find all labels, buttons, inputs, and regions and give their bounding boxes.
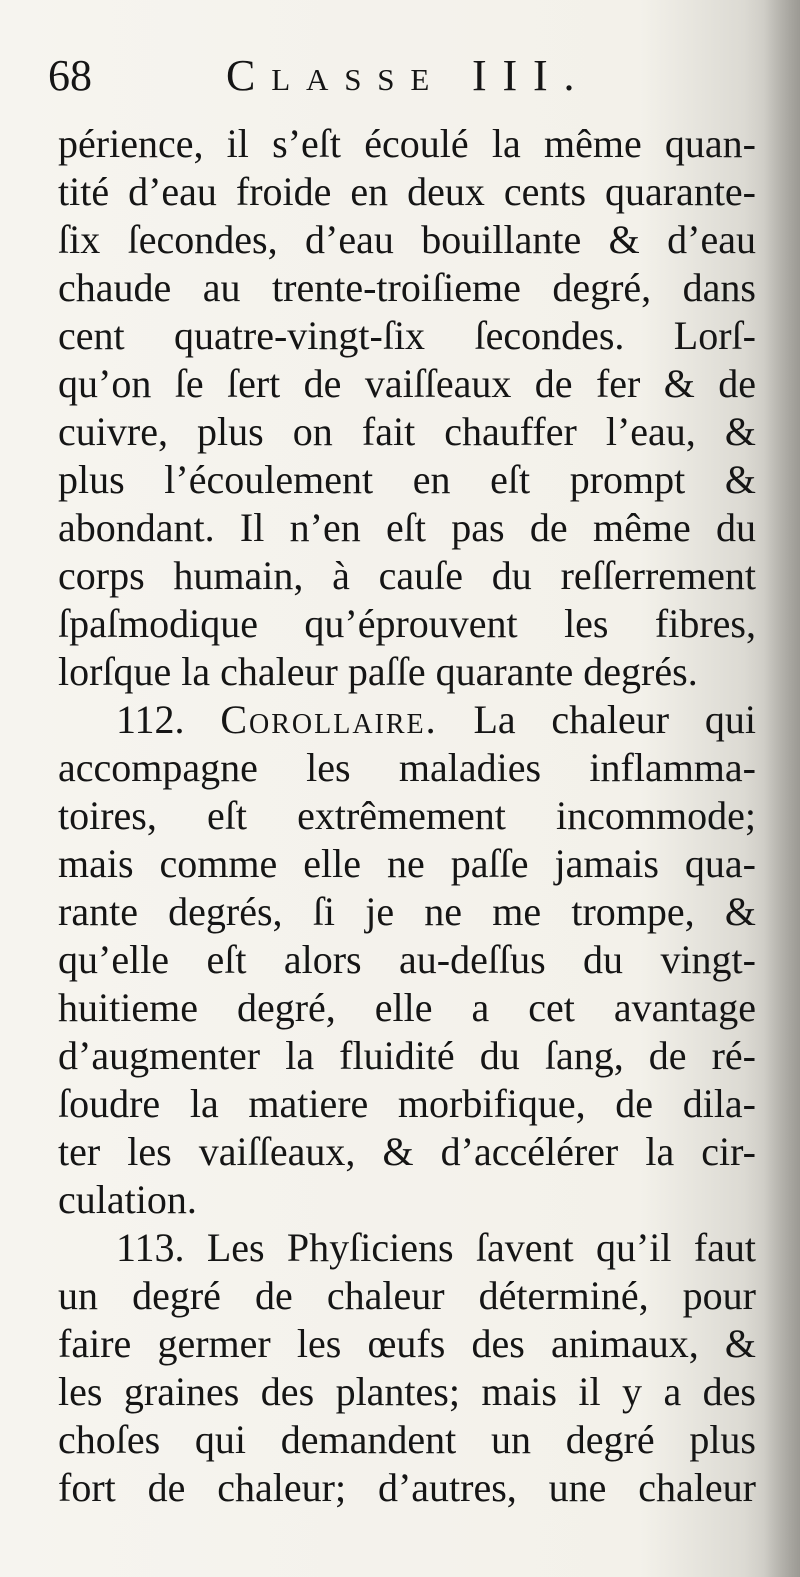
text-fragment: Les Phyſiciens ſavent qu’il faut — [206, 1225, 757, 1270]
text-line: culation. — [58, 1177, 197, 1222]
page-number: 68 — [48, 51, 92, 100]
page-edge-shadow — [764, 0, 800, 1577]
text-line: un degré de chaleur déterminé, pour — [58, 1273, 756, 1318]
running-head — [48, 48, 768, 104]
paragraph-113-first-line — [58, 1224, 756, 1272]
text-line: choſes qui demandent un degré plus — [58, 1417, 756, 1462]
text-line: chaude au trente-troiſieme degré, dans — [58, 265, 756, 310]
paragraph-number: 112. — [116, 697, 185, 742]
paragraph-number: 113. — [116, 1225, 185, 1270]
text-line: cent quatre-vingt-ſix ſecondes. Lorſ- — [58, 313, 756, 358]
paragraph-112-first-line — [58, 696, 756, 744]
text-line: lorſque la chaleur paſſe quarante degrés. — [58, 649, 698, 694]
text-line: rante degrés, ſi je ne me trompe, & — [58, 889, 756, 934]
text-line: toires, eſt extrêmement incommode; — [58, 793, 756, 838]
text-line: d’augmenter la fluidité du ſang, de ré- — [58, 1033, 756, 1078]
text-line: abondant. Il n’en eſt pas de même du — [58, 505, 756, 550]
text-line: ſpaſmodique qu’éprouvent les fibres, — [58, 601, 756, 646]
text-line: corps humain, à cauſe du reſſerrement — [58, 553, 756, 598]
text-line: plus l’écoulement en eſt prompt & — [58, 457, 756, 502]
text-line: qu’on ſe ſert de vaiſſeaux de fer & de — [58, 361, 756, 406]
text-line: huitieme degré, elle a cet avantage — [58, 985, 756, 1030]
text-line: ſoudre la matiere morbifique, de dila- — [58, 1081, 756, 1126]
paragraph-heading: Corollaire. — [220, 697, 438, 742]
running-title: Classe III. — [226, 51, 591, 100]
text-fragment: La chaleur qui — [473, 697, 757, 742]
text-line: périence, il s’eſt écoulé la même quan- — [58, 121, 756, 166]
text-line: faire germer les œufs des animaux, & — [58, 1321, 756, 1366]
text-line: les graines des plantes; mais il y a des — [58, 1369, 756, 1414]
text-line: ter les vaiſſeaux, & d’accélérer la cir- — [58, 1129, 756, 1174]
text-line: accompagne les maladies inflamma- — [58, 745, 756, 790]
text-line: tité d’eau froide en deux cents quarante- — [58, 169, 756, 214]
text-line: mais comme elle ne paſſe jamais qua- — [58, 841, 756, 886]
text-line: ſix ſecondes, d’eau bouillante & d’eau — [58, 217, 756, 262]
text-line: fort de chaleur; d’autres, une chaleur — [58, 1465, 756, 1510]
text-line: qu’elle eſt alors au-deſſus du vingt- — [58, 937, 756, 982]
body-text — [58, 120, 756, 1512]
text-line: cuivre, plus on fait chauffer l’eau, & — [58, 409, 756, 454]
